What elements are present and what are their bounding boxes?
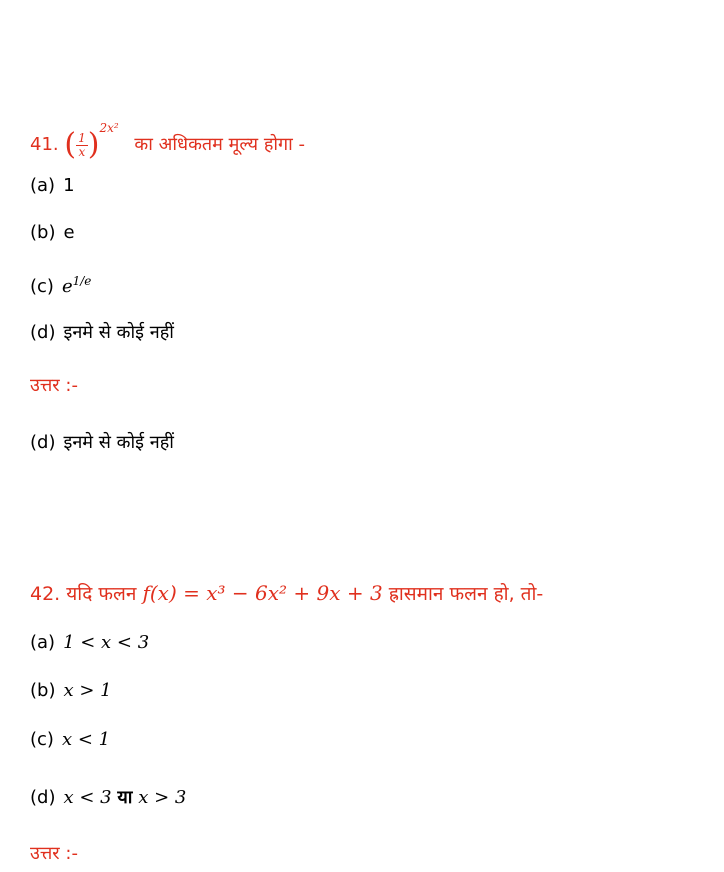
question-number: 41. bbox=[30, 134, 59, 155]
option-a: (a) 1 < x < 3 bbox=[30, 632, 150, 653]
answer-label: उत्तर :- bbox=[30, 375, 78, 396]
question-expression: ( $\frac{1}{x}$ )$^{2x^2}$ bbox=[64, 121, 119, 162]
question-text-before: यदि फलन bbox=[66, 583, 137, 605]
answer-label: उत्तर :- bbox=[30, 843, 78, 864]
option-a: (a) 1 bbox=[30, 175, 75, 196]
option-d: (d) इनमे से कोई नहीं bbox=[30, 322, 174, 343]
question-41 bbox=[30, 110, 305, 163]
option-d: (d) x < 3 या x > 3 bbox=[30, 787, 187, 808]
option-c: (c) $e^{1/e}$ bbox=[30, 274, 92, 297]
question-text: का अधिकतम मूल्य होगा - bbox=[134, 134, 306, 155]
question-function: f(x) = x³ − 6x² + 9x + 3 bbox=[142, 581, 383, 605]
option-b: (b) x > 1 bbox=[30, 680, 112, 701]
answer-value: (d) इनमे से कोई नहीं bbox=[30, 432, 174, 453]
question-number: 42. bbox=[30, 583, 61, 605]
question-text-after: ह्रासमान फलन हो, तो- bbox=[388, 583, 544, 605]
option-b: (b) e bbox=[30, 222, 75, 243]
option-c: (c) x < 1 bbox=[30, 729, 111, 750]
question-42 bbox=[30, 581, 543, 606]
